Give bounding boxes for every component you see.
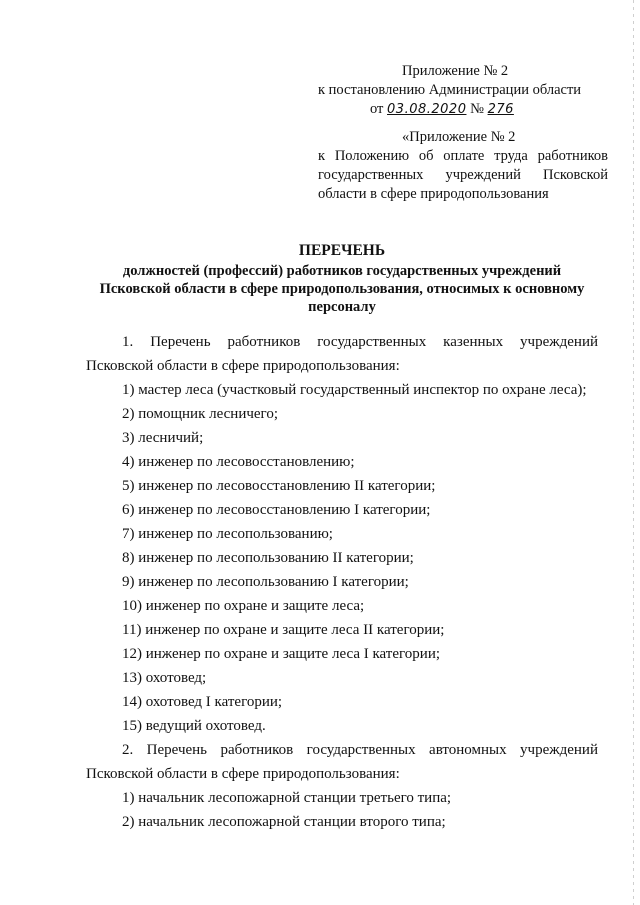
list-item: 8) инженер по лесопользованию II категории; (122, 550, 414, 566)
number-prefix: № (470, 101, 484, 117)
list-item: 10) инженер по охране и защите леса; (122, 598, 365, 614)
resolution-reference: к постановлению Администрации области (318, 82, 582, 98)
list-item: 1) начальник лесопожарной станции третьего типа; (122, 790, 452, 806)
section-1-list (86, 378, 598, 738)
list-item: 9) инженер по лесопользованию I категории; (122, 574, 409, 590)
document-title (86, 242, 598, 316)
list-item: 5) инженер по лесовосстановлению II категории; (122, 478, 436, 494)
title-sub-2: Псковской области в сфере природопользования, относимых к основному (99, 281, 585, 297)
section-2-list (86, 786, 598, 834)
regulation-line-2: государственных учреждений Псковской (318, 167, 608, 183)
handwritten-date: 03.08.2020 (387, 102, 467, 117)
list-item: 3) лесничий; (122, 430, 204, 446)
title-sub-1: должностей (профессий) работников государственных учреждений (122, 263, 562, 279)
regulation-line-1: к Положению об оплате труда работников (318, 148, 608, 164)
from-prefix: от (370, 101, 384, 117)
regulation-line-3: области в сфере природопользования (318, 186, 549, 202)
list-item: 6) инженер по лесовосстановлению I категории; (122, 502, 431, 518)
attachment-number: Приложение № 2 (402, 63, 509, 79)
scan-edge-line (633, 0, 634, 905)
list-item: 2) начальник лесопожарной станции второго типа; (122, 814, 446, 830)
list-item: 12) инженер по охране и защите леса I категории; (122, 646, 441, 662)
list-item: 4) инженер по лесовосстановлению; (122, 454, 355, 470)
section-2-heading: 2. Перечень работников государственных автономных учреждений Псковской области в сфере природопользования: (86, 742, 598, 782)
section-1-heading: 1. Перечень работников государственных казенных учреждений Псковской области в сфере природопользования: (86, 334, 598, 374)
list-item: 14) охотовед I категории; (122, 694, 283, 710)
date-number-line (318, 100, 608, 119)
list-item: 2) помощник лесничего; (122, 406, 278, 422)
regulation-header (318, 128, 608, 204)
document-body (86, 330, 598, 834)
list-item: 7) инженер по лесопользованию; (122, 526, 333, 542)
attachment-header (318, 62, 608, 119)
title-main: ПЕРЕЧЕНЬ (298, 242, 386, 259)
title-sub-3: персоналу (308, 299, 376, 315)
regulation-attachment-number: «Приложение № 2 (402, 129, 516, 145)
list-item: 1) мастер леса (участковый государственный инспектор по охране леса); (122, 382, 587, 398)
list-item: 13) охотовед; (122, 670, 207, 686)
list-item: 15) ведущий охотовед. (122, 718, 266, 734)
handwritten-number: 276 (487, 102, 514, 117)
list-item: 11) инженер по охране и защите леса II категории; (122, 622, 445, 638)
